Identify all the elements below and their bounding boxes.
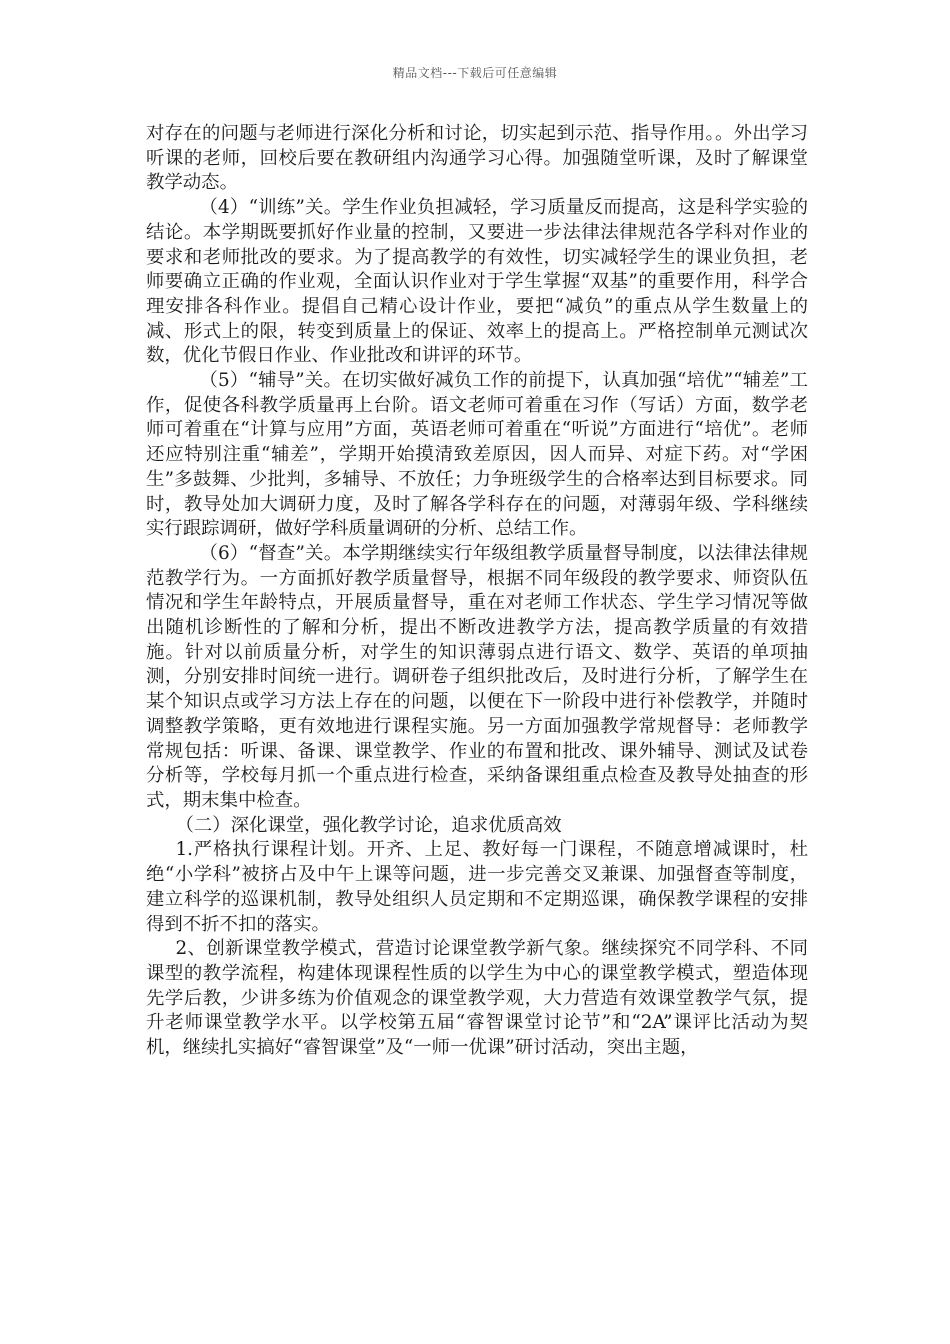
paragraph-tutoring: （5）“辅导”关。在切实做好减负工作的前提下，认真加强“培优”“辅差”工作，促使各科教学质量再上台阶。语文老师可着重在习作（写话）方面，数学老师可着重在“计算与应用”方面，英语老师可着重在“听说”方面进行“培优”。老师还应特别注重“辅差”，学期开始摸清致差原因，因人而异、对症下药。对“学困生”多鼓舞、少批判，多辅导、不放任；力争班级学生的合格率达到目标要求。同时，教导处加大调研力度，及时了解各学科存在的问题，对薄弱年级、学科继续实行跟踪调研，做好学科质量调研的分析、总结工作。 — [146, 370, 808, 540]
page-header: 精品文档---下载后可任意编辑 — [392, 66, 558, 80]
section-heading: （二）深化课堂，强化教学讨论，追求优质高效 — [175, 814, 562, 836]
paragraph-curriculum: 1.严格执行课程计划。开齐、上足、教好每一门课程，不随意增减课时，杜绝“小学科”被挤占及中午上课等问题，进一步完善交叉兼课、加强督查等制度，建立科学的巡课机制，教导处组织人员定期和不定期巡课，确保教学课程的安排得到不折不扣的落实。 — [146, 839, 808, 935]
document-body — [146, 122, 808, 1061]
paragraph-training: （4）“训练”关。学生作业负担减轻，学习质量反而提高，这是科学实验的结论。本学期既要抓好作业量的控制，又要进一步法律法律规范各学科对作业的要求和老师批改的要求。为了提高教学的有效性，切实减轻学生的课业负担，老师要确立正确的作业观，全面认识作业对于学生掌握“双基”的重要作用，科学合理安排各科作业。提倡自己精心设计作业，要把“减负”的重点从学生数量上的减、形式上的限，转变到质量上的保证、效率上的提高上。严格控制单元测试次数，优化节假日作业、作业批改和讲评的环节。 — [146, 197, 808, 367]
paragraph-classroom-model: 2、创新课堂教学模式，营造讨论课堂教学新气象。继续探究不同学科、不同课型的教学流程，构建体现课程性质的以学生为中心的课堂教学模式，塑造体现先学后教，少讲多练为价值观念的课堂教学观，大力营造有效课堂教学气氛，提升老师课堂教学水平。以学校第五届“睿智课堂讨论节”和“2A”课评比活动为契机，继续扎实搞好“睿智课堂”及“一师一优课”研讨活动，突出主题， — [146, 938, 808, 1059]
paragraph-supervision: （6）“督查”关。本学期继续实行年级组教学质量督导制度，以法律法律规范教学行为。一方面抓好教学质量督导，根据不同年级段的教学要求、师资队伍情况和学生年龄特点，开展质量督导，重在对老师工作状态、学生学习情况等做出随机诊断性的了解和分析，提出不断改进教学方法，提高教学质量的有效措施。针对以前质量分析，对学生的知识薄弱点进行语文、数学、英语的单项抽测，分别安排时间统一进行。调研卷子组织批改后，及时进行分析，了解学生在某个知识点或学习方法上存在的问题，以便在下一阶段中进行补偿教学，并随时调整教学策略，更有效地进行课程实施。另一方面加强教学常规督导：老师教学常规包括：听课、备课、课堂教学、作业的布置和批改、课外辅导、测试及试卷分析等，学校每月抓一个重点进行检查，采纳备课组重点检查及教导处抽查的形式，期末集中检查。 — [146, 542, 808, 811]
paragraph-continuation: 对存在的问题与老师进行深化分析和讨论，切实起到示范、指导作用。。外出学习听课的老师，回校后要在教研组内沟通学习心得。加强随堂听课，及时了解课堂教学动态。 — [146, 123, 808, 194]
